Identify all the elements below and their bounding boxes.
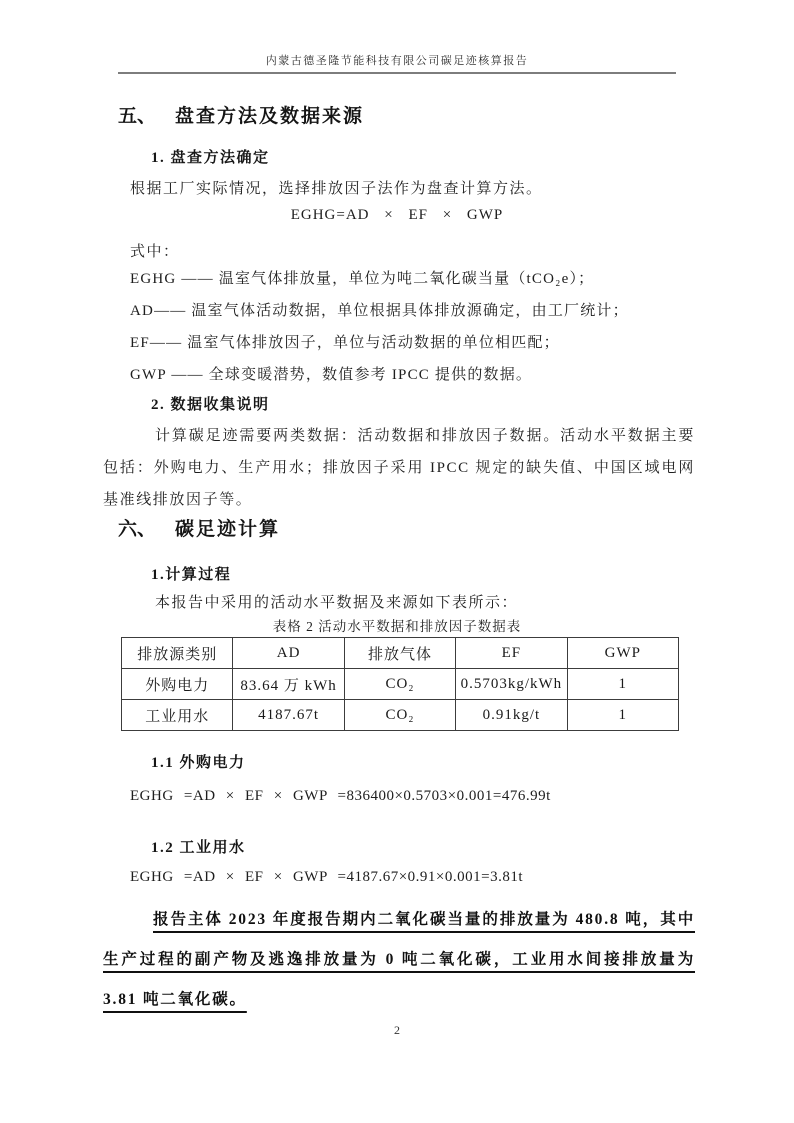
table-cell: 0.5703kg/kWh <box>456 669 567 700</box>
definition-eghg: EGHG —— 温室气体排放量，单位为吨二氧化碳当量（tCO₂e）； <box>130 271 595 287</box>
definition-ad: AD—— 温室气体活动数据，单位根据具体排放源确定，由工厂统计； <box>130 303 629 319</box>
symbol-definitions <box>130 263 629 391</box>
table-cell: 0.91kg/t <box>456 700 567 731</box>
activity-data-table <box>121 637 679 731</box>
table-cell: 1 <box>567 700 678 731</box>
page-number: 2 <box>394 1023 400 1037</box>
table-intro-paragraph: 本报告中采用的活动水平数据及来源如下表所示： <box>155 595 519 611</box>
table-cell: 4187.67t <box>233 700 344 731</box>
electricity-formula: EGHG =AD × EF × GWP =836400×0.5703×0.001=476.99t <box>130 788 551 804</box>
data-collection-paragraph: 计算碳足迹需要两类数据：活动数据和排放因子数据。活动水平数据主要包括：外购电力、生产用水；排放因子采用 IPCC 规定的缺失值、中国区域电网基准线排放因子等。 <box>103 428 695 508</box>
running-header: 内蒙古德圣隆节能科技有限公司碳足迹核算报告 <box>265 55 529 67</box>
subsection-2-heading: 2. 数据收集说明 <box>151 397 270 413</box>
table-header-row <box>122 638 679 669</box>
calc-process-heading: 1.计算过程 <box>151 567 232 583</box>
conclusion-paragraph: 报告主体 2023 年度报告期内二氧化碳当量的排放量为 480.8 吨，其中生产过程的副产物及逃逸排放量为 0 吨二氧化碳，工业用水间接排放量为 3.81 吨二氧化碳。 <box>103 911 695 1008</box>
section-5-number: 五、 <box>118 106 157 127</box>
section-5-heading <box>118 101 364 128</box>
method-paragraph: 根据工厂实际情况，选择排放因子法作为盘查计算方法。 <box>130 181 543 197</box>
section-6-heading <box>118 514 280 541</box>
table-header-cell: 排放源类别 <box>122 638 233 669</box>
section-6-title: 碳足迹计算 <box>175 519 281 540</box>
table-caption: 表格 2 活动水平数据和排放因子数据表 <box>272 619 522 634</box>
table-row <box>122 700 679 731</box>
table-cell: 外购电力 <box>122 669 233 700</box>
table-header-cell: 排放气体 <box>344 638 455 669</box>
definition-ef: EF—— 温室气体排放因子，单位与活动数据的单位相匹配； <box>130 335 560 351</box>
table-header-cell: GWP <box>567 638 678 669</box>
section-5-title: 盘查方法及数据来源 <box>175 106 365 127</box>
table-cell: CO₂ <box>344 669 455 700</box>
water-heading: 1.2 工业用水 <box>151 840 246 856</box>
main-formula: EGHG=AD × EF × GWP <box>290 207 504 223</box>
table-cell: 83.64 万 kWh <box>233 669 344 700</box>
where-label: 式中： <box>130 244 180 260</box>
table-header-cell: EF <box>456 638 567 669</box>
table-cell: 1 <box>567 669 678 700</box>
table-cell: CO₂ <box>344 700 455 731</box>
water-formula: EGHG =AD × EF × GWP =4187.67×0.91×0.001=3.81t <box>130 869 523 885</box>
definition-gwp: GWP —— 全球变暖潜势，数值参考 IPCC 提供的数据。 <box>130 367 533 383</box>
table-cell: 工业用水 <box>122 700 233 731</box>
section-6-number: 六、 <box>118 519 157 540</box>
subsection-1-heading: 1. 盘查方法确定 <box>151 150 270 166</box>
table-header-cell: AD <box>233 638 344 669</box>
table-row <box>122 669 679 700</box>
header-rule <box>118 72 676 74</box>
electricity-heading: 1.1 外购电力 <box>151 755 246 771</box>
